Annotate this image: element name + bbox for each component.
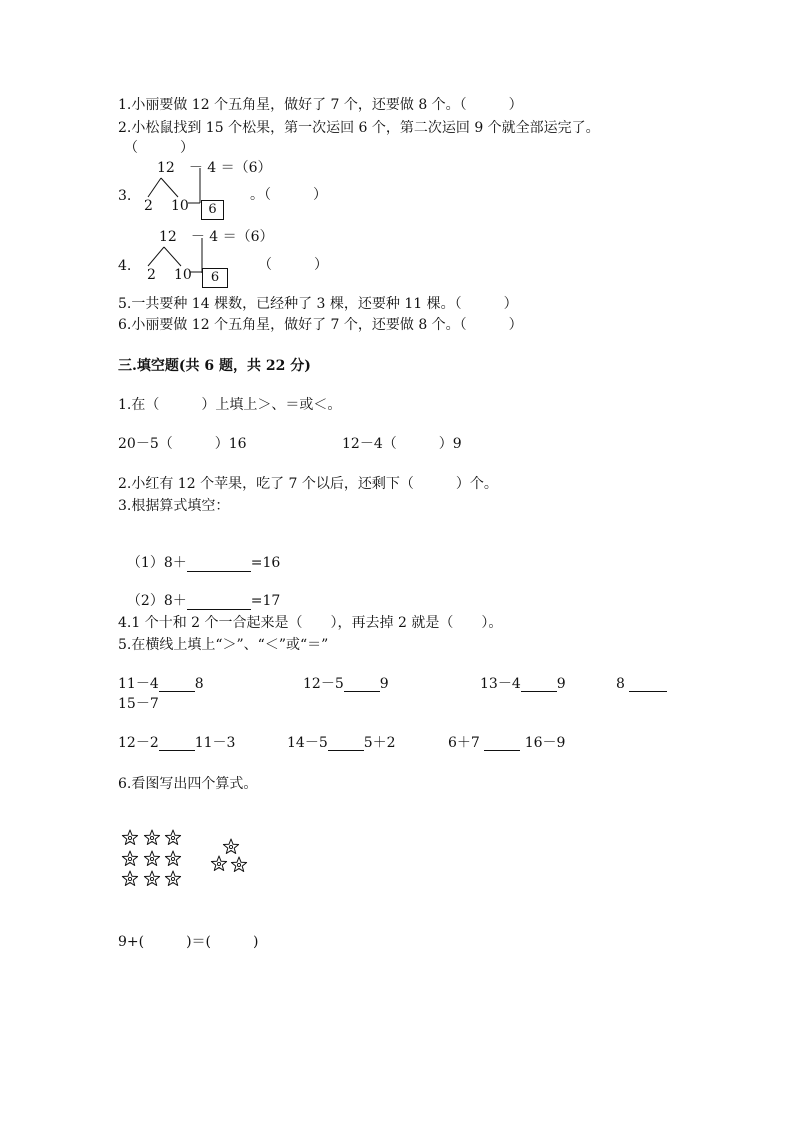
fill-q2: 2.小红有 12 个苹果，吃了 7 个以后，还剩下（ ）个。 xyxy=(118,476,498,492)
q4-answer-box: 6 xyxy=(202,268,228,288)
fill-q3-2-post: =17 xyxy=(250,593,281,609)
flower-star-icon xyxy=(144,871,159,886)
flower-star-icon xyxy=(211,856,226,871)
flower-star-icon xyxy=(122,830,137,845)
fill-q3-2 xyxy=(118,574,280,610)
flower-star-icon xyxy=(223,839,238,854)
flower-star-icon xyxy=(165,871,180,886)
cmp-4-blank[interactable] xyxy=(629,677,667,692)
cmp-2: 12－5 9 xyxy=(303,676,389,692)
judge-q1: 1.小丽要做 12 个五角星，做好了 7 个，还要做 8 个。（ ） xyxy=(118,97,523,113)
fill-q3: 3.根据算式填空： xyxy=(118,498,230,514)
cmp-6-blank[interactable] xyxy=(328,736,364,751)
q4-right-part: 10 xyxy=(174,267,192,283)
cmp-2-blank[interactable] xyxy=(344,677,380,692)
q3-answer-box: 6 xyxy=(201,200,224,220)
flower-star-icon xyxy=(165,830,180,845)
fill-q1-a: 20－5（ ）16 xyxy=(118,436,247,452)
q4-equation: 12 － 4 ＝（6） xyxy=(159,229,274,245)
cmp-5-blank[interactable] xyxy=(159,736,195,751)
fill-q3-1 xyxy=(118,536,280,572)
cmp-1-blank[interactable] xyxy=(159,677,195,692)
q3-equation: 12 － 4 ＝（6） xyxy=(157,160,272,176)
cmp-6: 14－5 5＋2 xyxy=(287,735,396,751)
fill-q1-b: 12－4（ ）9 xyxy=(342,436,462,452)
fill-q3-2-pre: （2）8＋ xyxy=(126,593,187,609)
judge-q2-paren: （ ） xyxy=(124,140,194,156)
q4-left-part: 2 xyxy=(147,267,156,283)
cmp-7-blank[interactable] xyxy=(484,736,520,751)
flower-star-icon xyxy=(122,851,137,866)
flower-star-icon xyxy=(165,851,180,866)
judge-q2: 2.小松鼠找到 15 个松果，第一次运回 6 个，第二次运回 9 个就全部运完了。 xyxy=(118,120,600,136)
q4-number: 4. xyxy=(118,258,132,274)
section-heading: 三.填空题(共 6 题，共 22 分) xyxy=(118,358,311,374)
judge-q5: 5.一共要种 14 棵数，已经种了 3 棵，还要种 11 棵。（ ） xyxy=(118,296,518,312)
cmp-4: 8 xyxy=(616,676,667,692)
fill-q3-1-post: =16 xyxy=(250,555,281,571)
q3-left-part: 2 xyxy=(144,198,153,214)
fill-q3-2-blank[interactable] xyxy=(187,595,251,610)
q3-tail: 。（ ） xyxy=(250,187,327,203)
cmp-5: 12－2 11－3 xyxy=(118,735,236,751)
star-picture xyxy=(0,0,1,1)
q4-tail: （ ） xyxy=(258,257,328,273)
fill-q5: 5.在横线上填上“＞”、“＜”或“＝” xyxy=(118,637,329,653)
judge-q6: 6.小丽要做 12 个五角星，做好了 7 个，还要做 8 个。（ ） xyxy=(118,317,523,333)
flower-star-icon xyxy=(144,830,159,845)
q3-number: 3. xyxy=(118,188,132,204)
flower-star-icon xyxy=(231,857,246,872)
cmp-7: 6＋7 16－9 xyxy=(448,735,566,751)
flower-star-icon xyxy=(144,851,159,866)
cmp-1: 11－4 8 xyxy=(118,676,204,692)
flower-star-icon xyxy=(122,871,137,886)
fill-q3-1-blank[interactable] xyxy=(187,557,251,572)
fill-q4: 4.1 个十和 2 个一合起来是（ ），再去掉 2 就是（ ）。 xyxy=(118,615,503,631)
cmp-4-wrap: 15－7 xyxy=(118,696,159,712)
fill-q3-1-pre: （1）8＋ xyxy=(126,555,187,571)
fill-q6: 6.看图写出四个算式。 xyxy=(118,776,258,792)
cmp-3: 13－4 9 xyxy=(480,676,566,692)
q3-right-part: 10 xyxy=(171,198,189,214)
fill-q6-formula: 9+( )＝( ) xyxy=(118,934,259,950)
fill-q1: 1.在（ ）上填上＞、＝或＜。 xyxy=(118,397,342,413)
cmp-3-blank[interactable] xyxy=(521,677,557,692)
